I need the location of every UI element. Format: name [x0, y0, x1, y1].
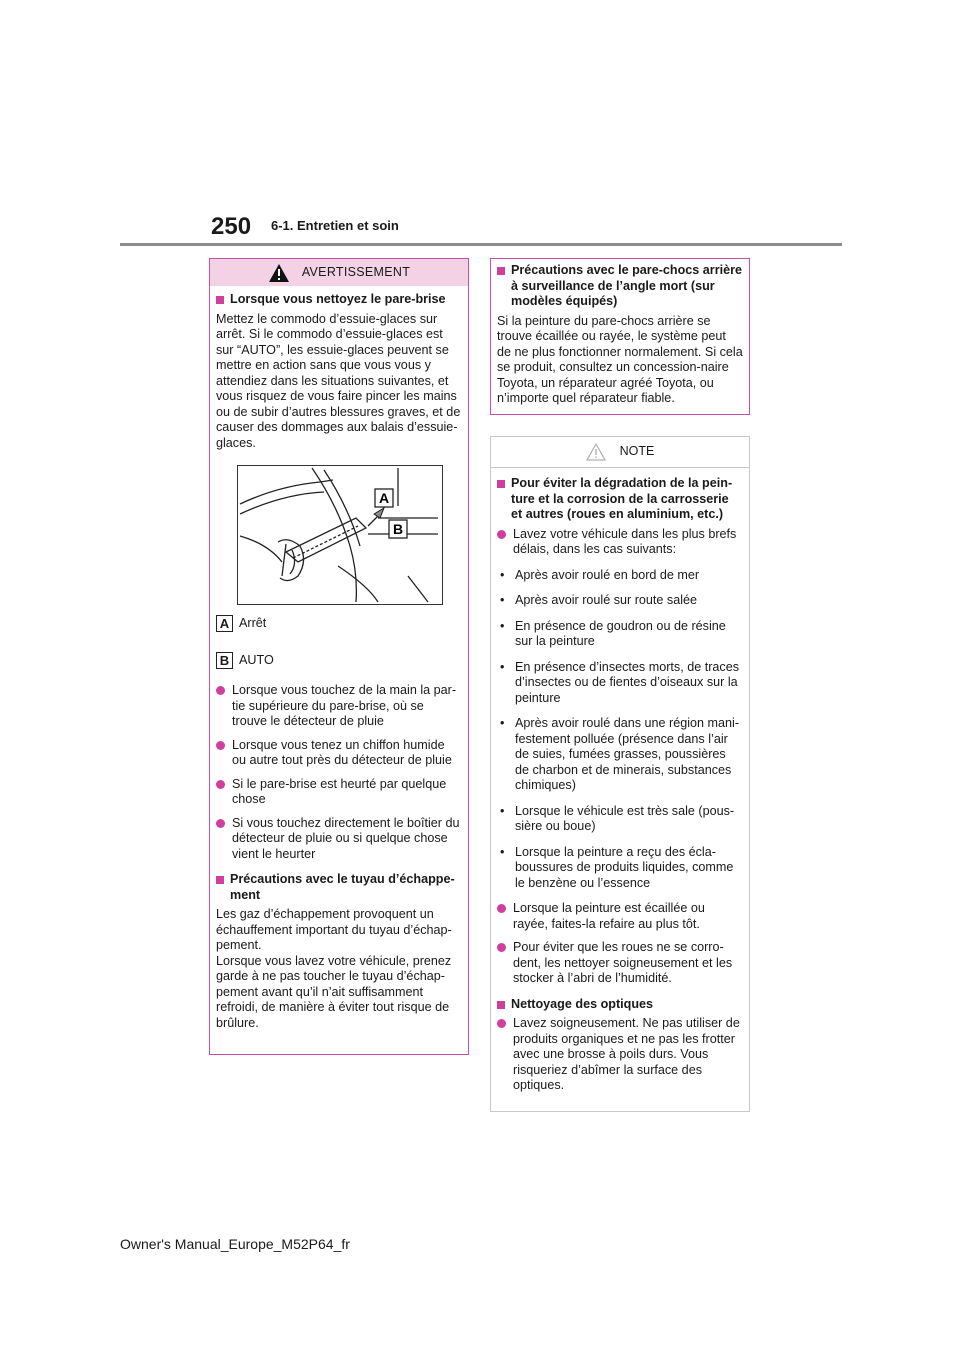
list-item-text: Lavez soigneusement. Ne pas utiliser de produits organiques et ne pas les frotter avec une brosse à poils durs. Vous risqueriez d’abîmer la surface des optiques. — [513, 1016, 740, 1092]
heading-text: Précautions avec le tuyau d’échappe-ment — [230, 872, 455, 902]
footer-document-id: Owner's Manual_Europe_M52P64_fr — [120, 1236, 350, 1252]
heading-text: Précautions avec le pare-chocs arrière à surveillance de l’angle mort (sur modèles équipés) — [511, 263, 743, 308]
round-bullet-icon — [497, 1019, 506, 1028]
warning-heading-windshield — [216, 292, 462, 308]
wiper-switch-illustration — [237, 465, 443, 605]
sub-list-item — [497, 716, 743, 794]
bumper-paragraph: Si la peinture du pare-chocs arrière se trouve écaillée ou rayée, le système peut de ne plus fonctionner normalement. Si cela se produit, consultez un concession-naire Toyota, un réparateur agréé Toyota, ou n’importe quel réparateur fiable. — [497, 313, 743, 405]
dot-marker-icon: • — [500, 716, 505, 730]
list-item-text: Lavez votre véhicule dans les plus brefs délais, dans les cas suivants: — [513, 526, 737, 556]
sub-list-item — [497, 845, 743, 892]
dot-marker-icon: • — [500, 844, 505, 859]
dot-marker-icon: • — [500, 618, 505, 633]
round-bullet-icon — [216, 819, 225, 828]
square-bullet-icon — [497, 267, 505, 275]
sub-list-text: En présence d’insectes morts, de traces d’insectes ou de fientes d’oiseaux sur la peinture — [515, 659, 739, 705]
legend-row-a — [216, 615, 462, 632]
list-item-text: Si le pare-brise est heurté par quelque chose — [232, 776, 447, 806]
heading-text: Nettoyage des optiques — [511, 996, 654, 1011]
note-heading-paint — [497, 476, 743, 523]
sub-list-text: Lorsque le véhicule est très sale (pous-sière ou boue) — [515, 803, 735, 833]
bumper-precaution-box — [490, 258, 750, 415]
sub-list-item — [497, 593, 743, 609]
bumper-heading — [497, 263, 743, 310]
square-bullet-icon — [497, 1001, 505, 1009]
warning-title: AVERTISSEMENT — [301, 264, 411, 279]
list-item — [216, 777, 462, 808]
sub-list-text: Après avoir roulé sur route salée — [515, 593, 698, 607]
legend-text: AUTO — [239, 652, 274, 667]
page-number: 250 — [211, 213, 252, 240]
dot-marker-icon: • — [500, 593, 505, 607]
square-bullet-icon — [497, 480, 505, 488]
note-box — [490, 436, 750, 1112]
list-item — [497, 940, 743, 987]
list-item-text: Lorsque vous touchez de la main la par-tie supérieure du pare-brise, où se trouve le détecteur de pluie — [232, 683, 457, 728]
warning-paragraph: Les gaz d’échappement provoquent un échauffement important du tuyau d’échap-pement. — [216, 907, 452, 952]
note-title: NOTE — [619, 444, 655, 459]
list-item-text: Lorsque la peinture est écaillée ou rayée, faites-la refaire au plus tôt. — [513, 901, 705, 931]
sub-list-text: Lorsque la peinture a reçu des écla-boussures de produits liquides, comme le benzène ou l’essence — [515, 844, 734, 890]
sub-list-item — [497, 568, 743, 584]
warning-paragraph: Mettez le commodo d’essuie-glaces sur arrêt. Si le commodo d’essuie-glaces est sur “AUTO”, les essuie-glaces peuvent se mettre en action sans que vous vous y attendiez dans les situations suivantes, et vous risquez de vous faire pincer les mains ou de subir d’autres blessures graves, et de causer des dommages aux balais d’essuie-glaces. — [216, 311, 461, 450]
dot-marker-icon: • — [500, 803, 505, 818]
sub-list-text: En présence de goudron ou de résine sur la peinture — [515, 618, 726, 648]
square-bullet-icon — [216, 876, 224, 884]
list-item — [497, 901, 743, 932]
warning-paragraph: Lorsque vous lavez votre véhicule, prenez garde à ne pas toucher le tuyau d’échap-pement avant qu’il n’ait suffisamment refroidi, de manière à éviter tout risque de brûlure. — [216, 953, 452, 1030]
wiper-lever-drawing — [238, 466, 442, 604]
round-bullet-icon — [497, 904, 506, 913]
sub-list-item — [497, 660, 743, 707]
list-item — [216, 816, 462, 863]
list-item — [497, 527, 743, 558]
dot-marker-icon: • — [500, 567, 505, 582]
sub-list-text: Après avoir roulé en bord de mer — [515, 567, 700, 582]
warning-header — [210, 259, 468, 286]
round-bullet-icon — [216, 686, 225, 695]
sub-list-text: Après avoir roulé dans une région mani-festement polluée (présence dans l’air de suies, fumées grasses, poussières de charbon et de minerais, substances chimiques) — [515, 716, 740, 792]
warning-box — [209, 258, 469, 1055]
legend-text: Arrêt — [239, 615, 267, 630]
round-bullet-icon — [497, 530, 506, 539]
list-item — [216, 738, 462, 769]
sub-list-item — [497, 804, 743, 835]
list-item — [216, 683, 462, 730]
figure-label-a: A — [378, 490, 390, 506]
figure-label-b: B — [392, 521, 404, 537]
round-bullet-icon — [216, 741, 225, 750]
warning-triangle-icon — [268, 263, 290, 283]
legend-key: A — [216, 615, 233, 632]
dot-marker-icon: • — [500, 659, 505, 674]
heading-text: Pour éviter la dégradation de la pein-ture et la corrosion de la carrosserie et autres (roues en aluminium, etc.) — [511, 476, 733, 521]
caution-triangle-icon — [586, 443, 606, 461]
heading-text: Lorsque vous nettoyez le pare-brise — [230, 292, 446, 306]
note-heading-optics — [497, 997, 743, 1013]
legend-row-b — [216, 652, 462, 669]
sub-list-item — [497, 619, 743, 650]
round-bullet-icon — [497, 943, 506, 952]
note-header — [491, 437, 749, 468]
square-bullet-icon — [216, 296, 224, 304]
warning-heading-exhaust — [216, 872, 462, 903]
list-item-text: Pour éviter que les roues ne se corro-dent, les nettoyer soigneusement et les stocker à l’abri de l’humidité. — [513, 940, 733, 985]
list-item-text: Lorsque vous tenez un chiffon humide ou autre tout près du détecteur de pluie — [232, 737, 452, 767]
section-title: 6-1. Entretien et soin — [271, 218, 399, 233]
legend-key: B — [216, 652, 233, 669]
round-bullet-icon — [216, 780, 225, 789]
list-item — [497, 1016, 743, 1094]
list-item-text: Si vous touchez directement le boîtier du détecteur de pluie ou si quelque chose vient le heurter — [232, 815, 460, 861]
header-rule — [120, 243, 842, 246]
